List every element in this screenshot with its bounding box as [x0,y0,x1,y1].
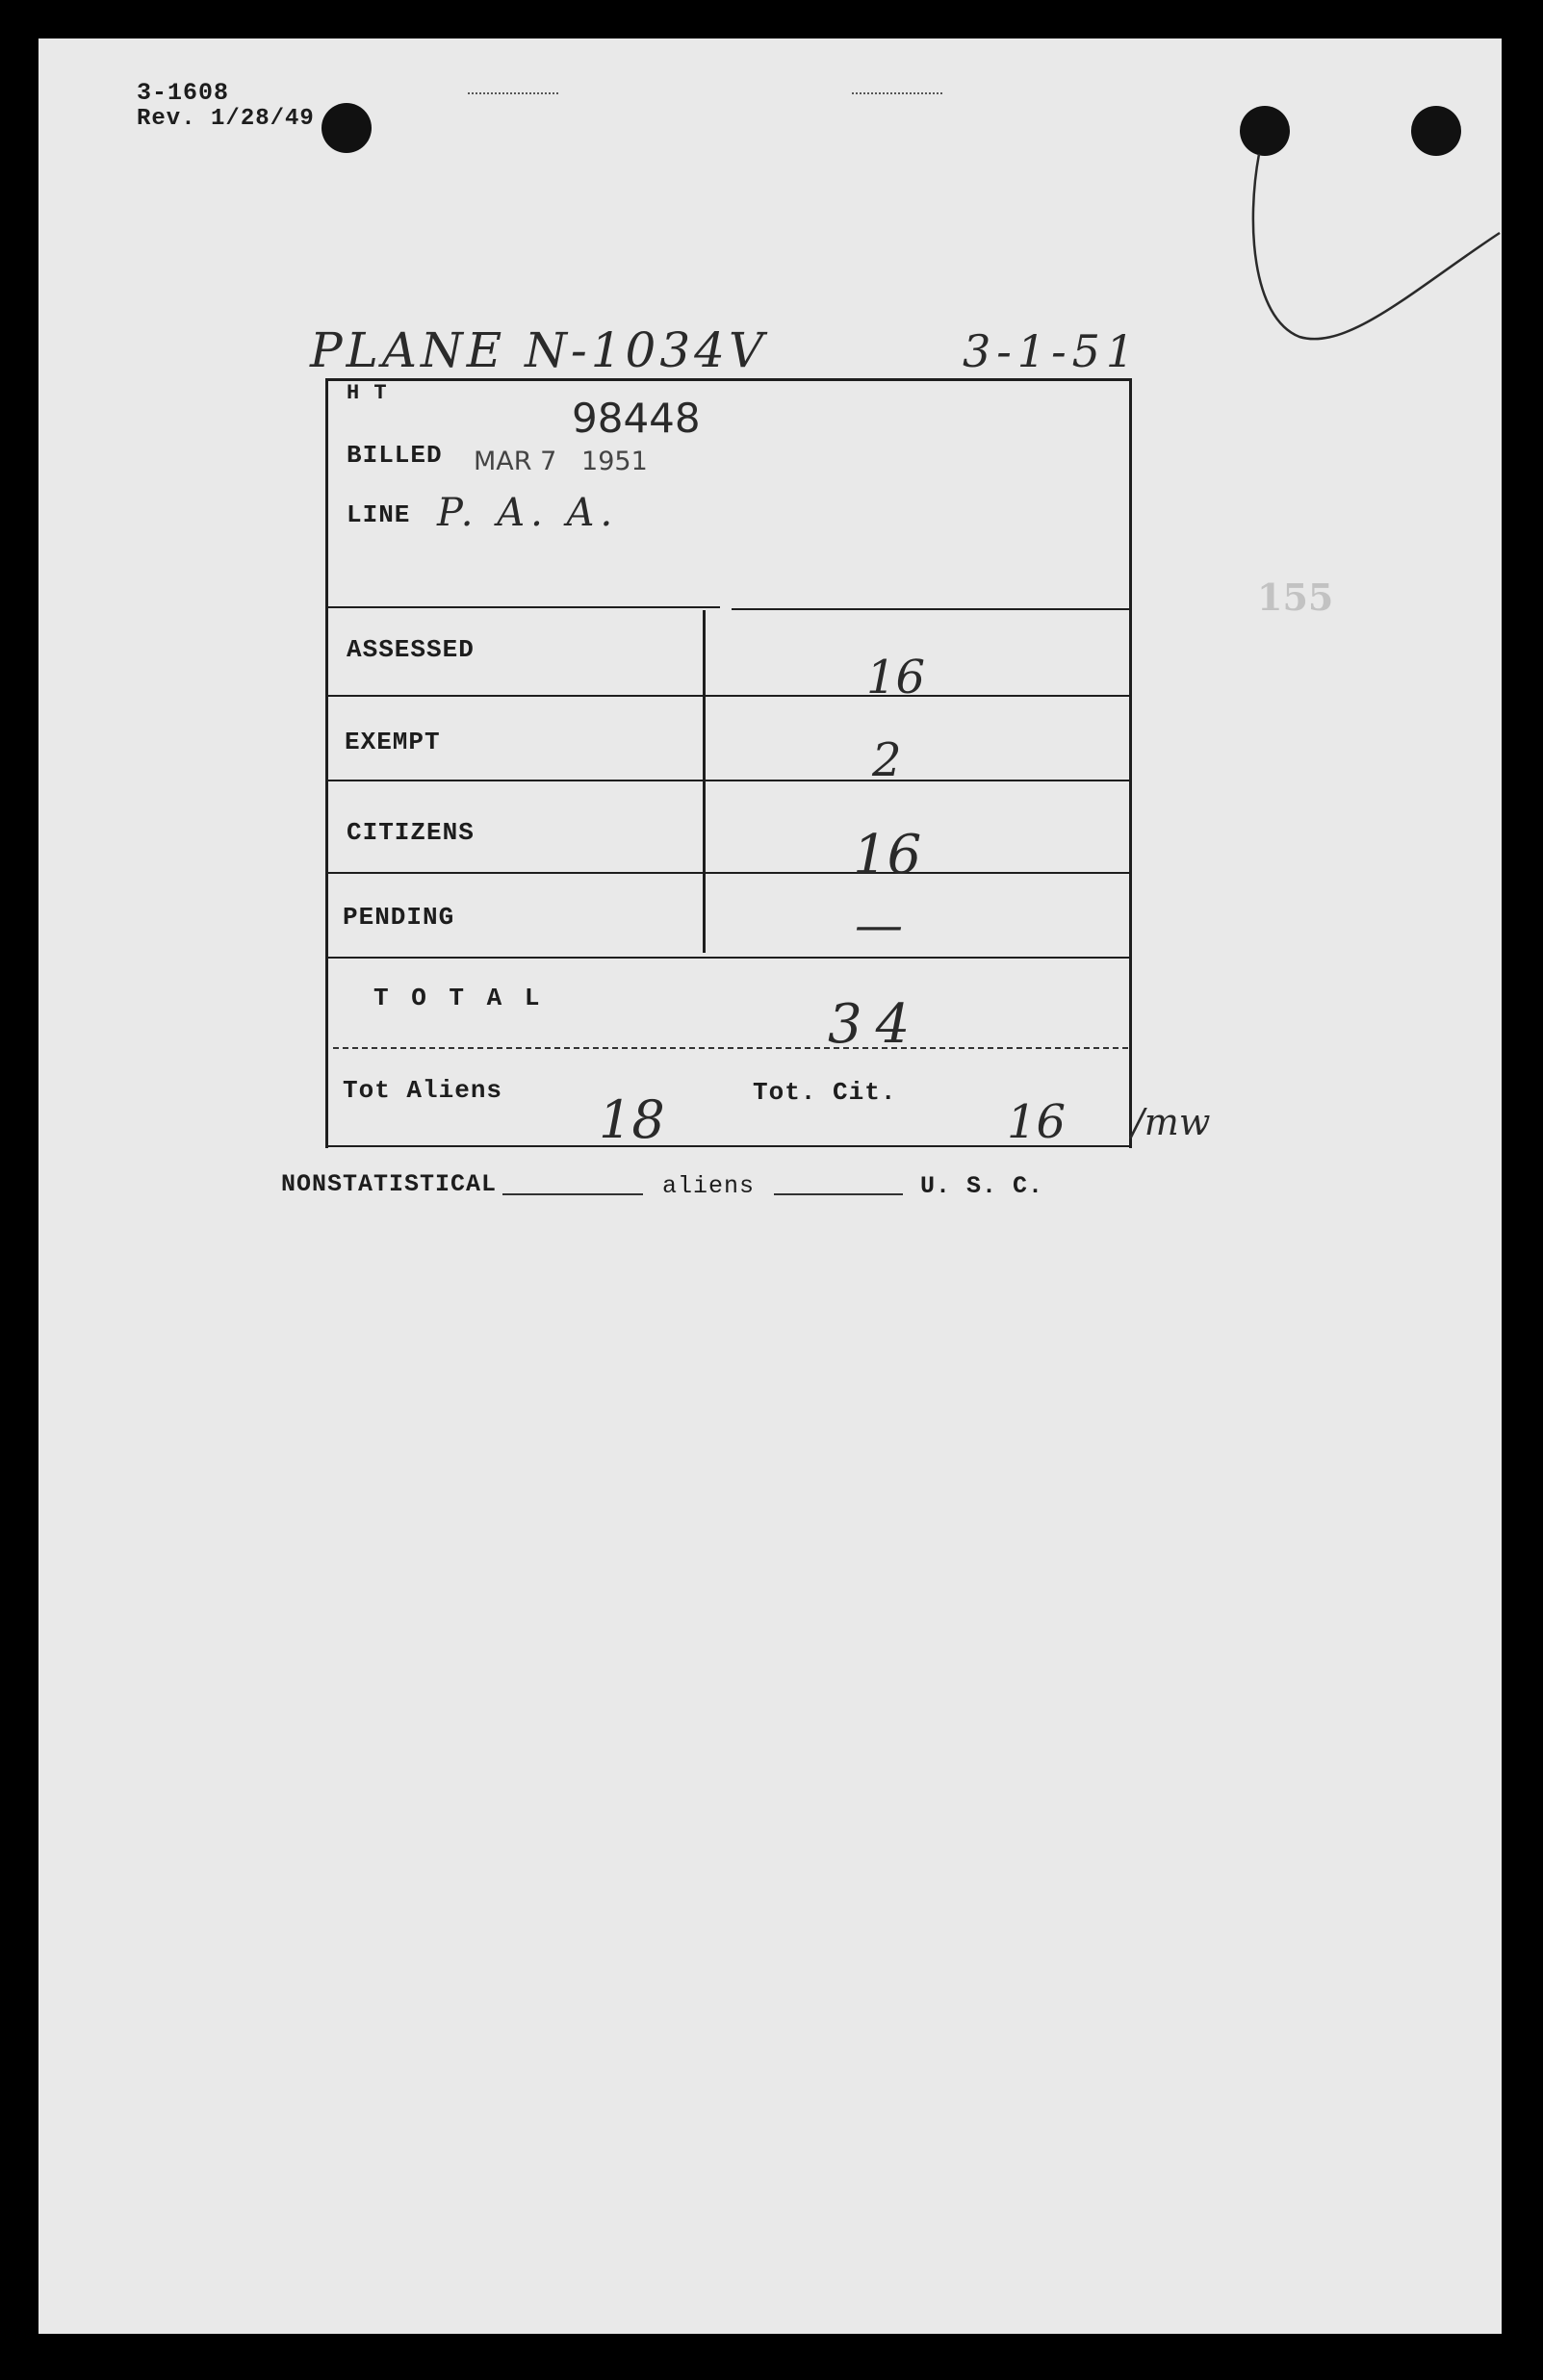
tot-cit-value: 16 [1007,1095,1067,1149]
total-label: T O T A L [373,984,544,1012]
rows-top-line-right [732,608,1130,610]
total-line [333,1047,1128,1049]
row-line-4 [327,957,1130,959]
punch-hole-left [321,103,372,153]
tot-aliens-value: 18 [599,1089,665,1150]
nonstatistical-label: NONSTATISTICAL [281,1170,498,1198]
pending-value: — [855,897,903,953]
total-value: 34 [828,993,924,1056]
tot-aliens-label: Tot Aliens [343,1076,503,1105]
pending-label: PENDING [343,903,455,932]
box-left [325,378,328,1148]
box-top [325,378,1132,381]
header-date: 3-1-51 [963,325,1141,377]
billed-label: BILLED [347,441,443,470]
box-right [1129,378,1132,1148]
usc-label: U. S. C. [920,1172,1044,1200]
plane-number: PLANE N-1034V [310,322,768,378]
tot-cit-label: Tot. Cit. [753,1078,897,1107]
form-number: 3-1608 [137,79,230,107]
side-number: 155 [1257,576,1334,619]
ht-label: H T [347,381,388,405]
billed-stamp: MAR 7 1951 [474,447,648,476]
citizens-label: CITIZENS [347,818,475,847]
aliens-blank [774,1193,903,1195]
document-page [39,38,1502,2334]
column-divider [703,610,706,953]
ht-number: 98448 [572,395,701,442]
exempt-value: 2 [872,733,902,787]
nonstatistical-blank [502,1193,643,1195]
row-line-3 [327,872,1130,874]
top-mark-2 [852,92,942,94]
assessed-label: ASSESSED [347,635,475,664]
row-line-2 [327,780,1130,781]
row-line-1 [327,695,1130,697]
aliens-label: aliens [662,1172,756,1200]
pen-mark-icon [1242,144,1511,356]
exempt-label: EXEMPT [345,728,441,756]
assessed-value: 16 [866,651,926,704]
clerk-initials: /mw [1132,1101,1211,1143]
citizens-value: 16 [853,824,922,886]
line-value: P. A. A. [437,491,619,535]
rows-top-line [327,606,720,608]
top-mark-1 [468,92,558,94]
line-label: LINE [347,500,411,529]
form-revision: Rev. 1/28/49 [137,106,315,132]
